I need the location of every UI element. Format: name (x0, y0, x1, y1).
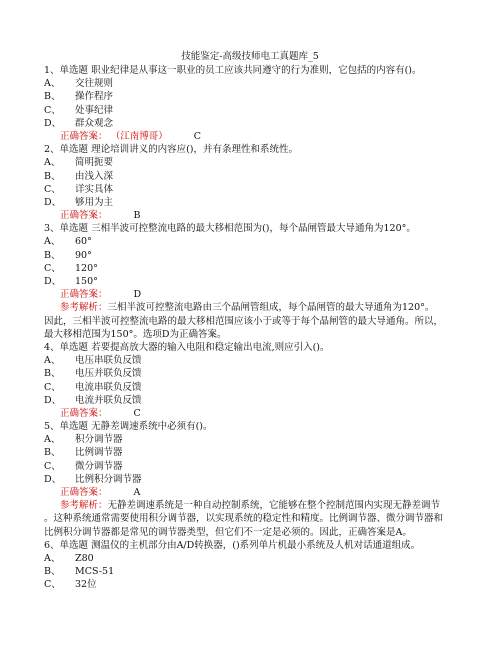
question-list (44, 64, 464, 592)
option-text: 电压并联负反馈 (75, 368, 142, 380)
option-text: 够用为主 (75, 196, 114, 208)
answer-option (44, 77, 464, 90)
answer-option (44, 473, 464, 486)
answer-option (44, 104, 464, 117)
answer-value: C (133, 407, 141, 419)
option-letter: B、 (44, 91, 61, 103)
question-stem (44, 64, 464, 77)
answer-value: C (193, 130, 202, 142)
option-text: Z80 (75, 552, 94, 564)
answer-option (44, 354, 464, 367)
question-text: 6、单选题 测温仪的主机部分由A/D转换器，()系列单片机最小系统及人机对话通道组成。 (44, 539, 421, 551)
question-stem (44, 222, 464, 235)
question-text: 1、单选题 职业纪律是从事这一职业的员工应该共同遵守的行为准则，它包括的内容有()。 (44, 65, 422, 76)
option-text: 群众观念 (75, 117, 114, 129)
answer-option (44, 183, 464, 196)
explanation-continued (44, 328, 464, 341)
option-letter: B、 (44, 566, 61, 578)
option-letter: A、 (44, 236, 61, 248)
explanation-label: 参考解析： (60, 500, 108, 512)
explanation-text: 最大移相范围为150°。选项D为正确答案。 (44, 328, 227, 340)
option-letter: C、 (44, 183, 61, 195)
option-text: 简明扼要 (75, 157, 114, 169)
option-text: 电流串联负反馈 (75, 381, 142, 393)
answer-label: 正确答案： (60, 487, 108, 498)
option-letter: B、 (44, 249, 61, 261)
explanation-text: 三相半波可控整流电路由三个晶闸管组成，每个晶闸管的最大导通角为120°。 (107, 302, 435, 314)
explanation-label: 参考解析： (60, 302, 108, 314)
question-text: 2、单选题 理论培训讲义的内容应()，并有条理性和系统性。 (44, 144, 298, 156)
option-text: 操作程序 (75, 91, 114, 103)
source-tag: （江南博哥） (115, 130, 168, 142)
option-letter: D、 (44, 473, 62, 485)
option-letter: C、 (44, 460, 61, 472)
option-text: 处事纪律 (75, 104, 114, 116)
answer-label: 正确答案： (60, 130, 108, 142)
explanation-continued (44, 315, 464, 328)
explanation-continued (44, 526, 464, 539)
answer-option (44, 367, 464, 380)
option-letter: B、 (44, 368, 61, 380)
correct-answer (44, 407, 464, 420)
answer-value: A (133, 487, 141, 498)
option-text: 积分调节器 (75, 434, 123, 446)
question-text: 5、单选题 无静差调速系统中必须有()。 (44, 421, 213, 433)
answer-option (44, 117, 464, 130)
explanation-continued (44, 512, 464, 525)
option-text: 60° (75, 236, 92, 248)
option-letter: D、 (44, 117, 62, 129)
answer-option (44, 552, 464, 565)
answer-label: 正确答案： (60, 210, 108, 222)
option-letter: A、 (44, 434, 61, 446)
question-stem (44, 143, 464, 156)
option-letter: D、 (44, 196, 62, 208)
option-text: 交往规则 (75, 78, 114, 90)
explanation (44, 499, 464, 512)
answer-option (44, 156, 464, 169)
answer-option (44, 90, 464, 103)
explanation-text: 无静差调速系统是一种自动控制系统，它能够在整个控制范围内实现无静差调节 (107, 500, 441, 512)
option-letter: C、 (44, 381, 61, 393)
option-text: 电压串联负反馈 (75, 355, 142, 367)
answer-option (44, 446, 464, 459)
answer-option (44, 578, 464, 591)
answer-option (44, 565, 464, 578)
option-text: 90° (75, 249, 92, 261)
answer-option (44, 275, 464, 288)
option-letter: A、 (44, 355, 61, 367)
option-letter: A、 (44, 78, 61, 90)
option-text: 微分调节器 (75, 460, 123, 472)
question-stem (44, 341, 464, 354)
correct-answer (44, 486, 464, 499)
option-letter: B、 (44, 170, 61, 182)
explanation-text: 因此，三相半波可控整流电路的最大移相范围应该小于或等于每个晶闸管的最大导通角。所以， (44, 315, 444, 327)
question-text: 3、单选题 三相半波可控整流电路的最大移相范围为()，每个晶闸管最大导通角为120°。 (44, 223, 416, 235)
option-text: 比例积分调节器 (75, 473, 142, 485)
option-letter: D、 (44, 394, 62, 406)
answer-label: 正确答案： (60, 407, 108, 419)
answer-option (44, 460, 464, 473)
option-letter: C、 (44, 262, 61, 274)
option-letter: C、 (44, 579, 61, 591)
option-letter: D、 (44, 276, 62, 287)
option-text: 比例调节器 (75, 447, 123, 459)
option-letter: C、 (44, 104, 61, 116)
answer-option (44, 262, 464, 275)
answer-option (44, 170, 464, 183)
option-text: 电流并联负反馈 (75, 394, 142, 406)
explanation-text: 。这种系统通常需要使用积分调节器，以实现系统的稳定性和精度。比例调节器、微分调节器和 (44, 513, 444, 525)
answer-option (44, 433, 464, 446)
question-text: 4、单选题 若要提高放大器的输入电阻和稳定输出电流,则应引入()。 (44, 341, 330, 353)
answer-value: D (133, 289, 142, 301)
explanation (44, 301, 464, 314)
question-stem (44, 420, 464, 433)
option-text: 32位 (75, 579, 97, 591)
answer-label: 正确答案： (60, 289, 108, 301)
explanation-text: 比例积分调节器都是常见的调节器类型，但它们不一定是必须的。因此，正确答案是A。 (44, 526, 412, 538)
correct-answer (44, 209, 464, 222)
answer-option (44, 235, 464, 248)
option-text: MCS-51 (75, 566, 115, 578)
answer-option (44, 394, 464, 407)
answer-value: B (133, 210, 141, 222)
question-stem (44, 539, 464, 552)
option-letter: A、 (44, 552, 61, 564)
option-text: 120° (75, 262, 98, 274)
page-title: 技能鉴定-高级技师电工真题库_5 (181, 51, 319, 62)
correct-answer (44, 288, 464, 301)
option-text: 详实具体 (75, 183, 114, 195)
answer-option (44, 249, 464, 262)
option-letter: B、 (44, 447, 61, 459)
option-letter: A、 (44, 157, 61, 169)
answer-option (44, 196, 464, 209)
option-text: 由浅入深 (75, 170, 114, 182)
option-text: 150° (75, 276, 98, 287)
correct-answer (44, 130, 464, 143)
answer-option (44, 381, 464, 394)
